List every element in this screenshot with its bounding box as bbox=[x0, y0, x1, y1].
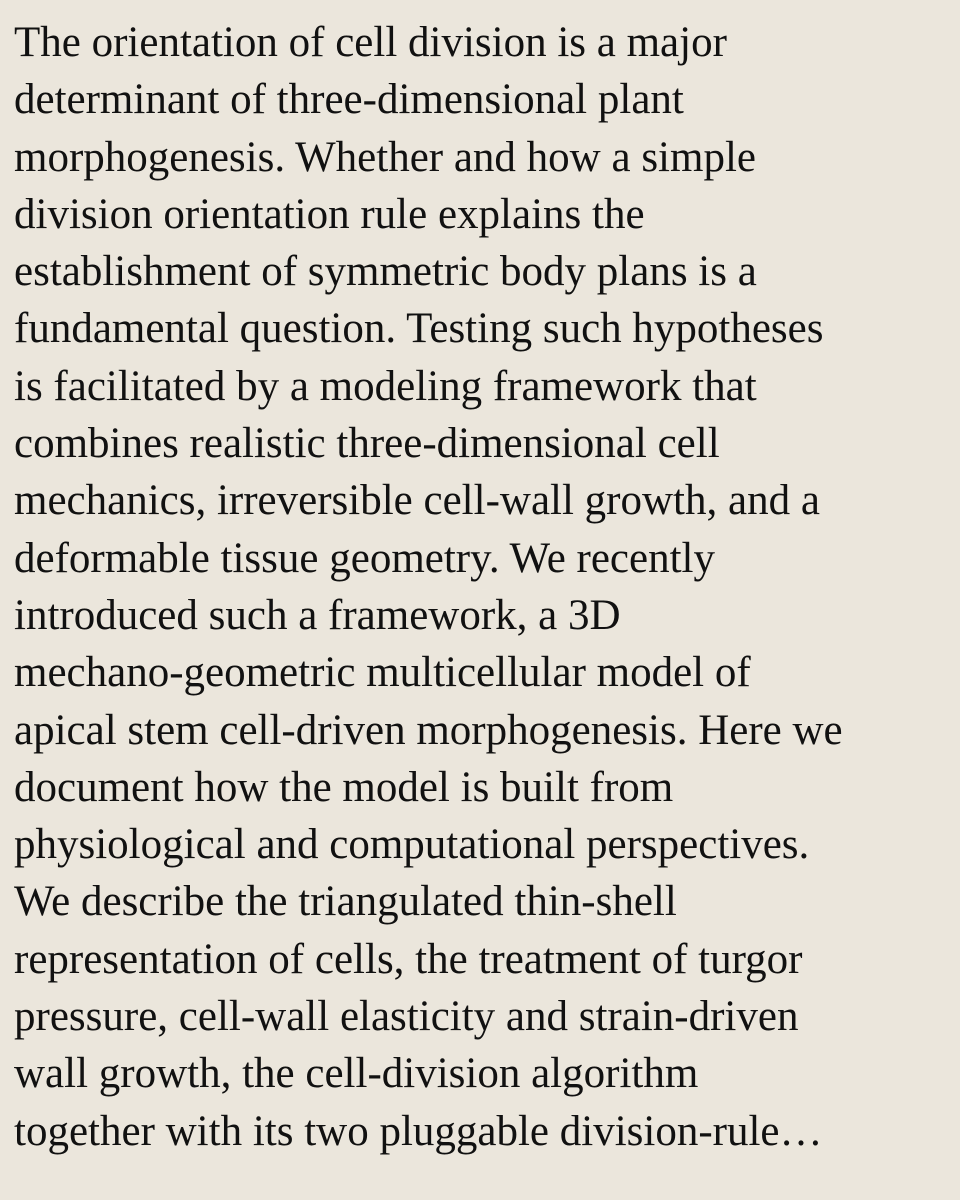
text-line: pressure, cell-wall elasticity and strain-driven bbox=[14, 993, 799, 1041]
text-line: determinant of three-dimensional plant bbox=[14, 76, 684, 124]
abstract-text bbox=[14, 14, 948, 1160]
text-line: mechano-geometric multicellular model of bbox=[14, 649, 751, 697]
text-line: document how the model is built from bbox=[14, 763, 674, 811]
text-line: is facilitated by a modeling framework that bbox=[14, 362, 757, 410]
text-line: together with its two pluggable division-rule… bbox=[14, 1107, 823, 1155]
text-line: representation of cells, the treatment of turgor bbox=[14, 935, 803, 983]
text-line: We describe the triangulated thin-shell bbox=[14, 878, 677, 926]
text-line: deformable tissue geometry. We recently bbox=[14, 534, 715, 582]
text-line: fundamental question. Testing such hypotheses bbox=[14, 305, 824, 353]
text-line: morphogenesis. Whether and how a simple bbox=[14, 133, 756, 181]
text-line: division orientation rule explains the bbox=[14, 190, 645, 238]
text-line: combines realistic three-dimensional cell bbox=[14, 420, 720, 468]
text-line: The orientation of cell division is a major bbox=[14, 19, 727, 66]
text-line: wall growth, the cell-division algorithm bbox=[14, 1050, 699, 1098]
text-line: apical stem cell-driven morphogenesis. Here we bbox=[14, 706, 843, 754]
text-line: physiological and computational perspectives. bbox=[14, 821, 810, 869]
text-line: introduced such a framework, a 3D bbox=[14, 591, 621, 639]
text-line: establishment of symmetric body plans is a bbox=[14, 248, 757, 296]
text-line: mechanics, irreversible cell-wall growth, and a bbox=[14, 477, 820, 525]
